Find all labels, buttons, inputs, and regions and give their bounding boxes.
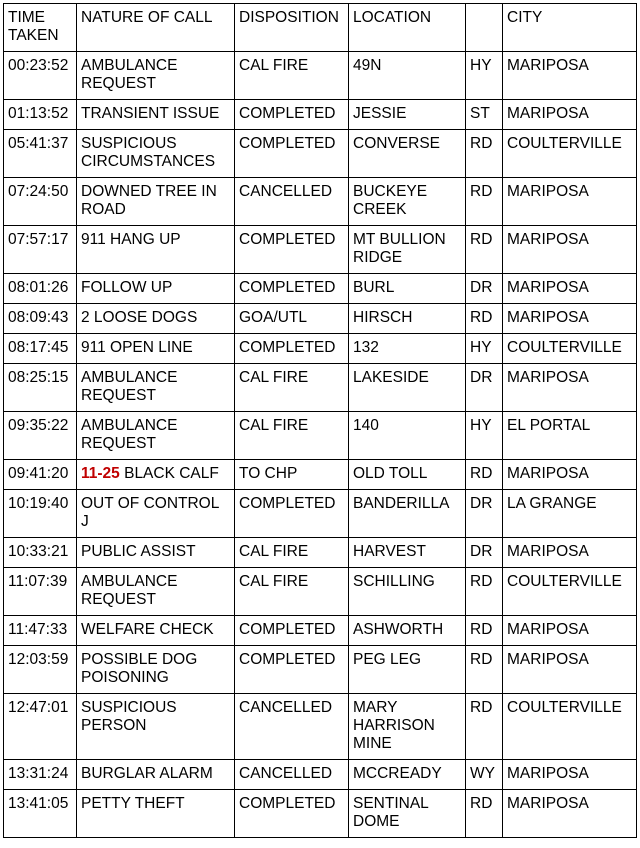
- table-row: [4, 412, 637, 460]
- cell-disposition: TO CHP: [235, 460, 349, 490]
- call-log-body: [4, 4, 637, 838]
- table-row: [4, 460, 637, 490]
- cell-disposition: COMPLETED: [235, 490, 349, 538]
- cell-nature: [77, 646, 235, 694]
- cell-city: COULTERVILLE: [503, 334, 637, 364]
- nature-text: AMBULANCE REQUEST: [81, 369, 182, 404]
- cell-city: MARIPOSA: [503, 364, 637, 412]
- table-row: [4, 760, 637, 790]
- table-row: [4, 694, 637, 760]
- cell-disposition: CAL FIRE: [235, 538, 349, 568]
- table-row: [4, 304, 637, 334]
- cell-disposition: COMPLETED: [235, 130, 349, 178]
- cell-location: HARVEST: [349, 538, 466, 568]
- cell-disposition: COMPLETED: [235, 646, 349, 694]
- header-disposition: DISPOSITION: [235, 4, 349, 52]
- cell-location: SENTINAL DOME: [349, 790, 466, 838]
- cell-location: MARY HARRISON MINE: [349, 694, 466, 760]
- cell-disposition: CAL FIRE: [235, 412, 349, 460]
- cell-suffix: WY: [466, 760, 503, 790]
- header-nature: NATURE OF CALL: [77, 4, 235, 52]
- cell-suffix: HY: [466, 334, 503, 364]
- cell-disposition: GOA/UTL: [235, 304, 349, 334]
- cell-time: 13:41:05: [4, 790, 77, 838]
- cell-suffix: RD: [466, 616, 503, 646]
- table-row: [4, 790, 637, 838]
- cell-time: 12:03:59: [4, 646, 77, 694]
- cell-suffix: RD: [466, 460, 503, 490]
- cell-disposition: CAL FIRE: [235, 364, 349, 412]
- cell-city: COULTERVILLE: [503, 694, 637, 760]
- cell-suffix: ST: [466, 100, 503, 130]
- cell-location: MCCREADY: [349, 760, 466, 790]
- cell-suffix: DR: [466, 364, 503, 412]
- nature-text: AMBULANCE REQUEST: [81, 417, 182, 452]
- cell-location: PEG LEG: [349, 646, 466, 694]
- cell-suffix: DR: [466, 538, 503, 568]
- cell-location: JESSIE: [349, 100, 466, 130]
- cell-city: MARIPOSA: [503, 226, 637, 274]
- cell-nature: [77, 790, 235, 838]
- nature-text: WELFARE CHECK: [81, 621, 214, 638]
- cell-disposition: CANCELLED: [235, 760, 349, 790]
- cell-time: 08:25:15: [4, 364, 77, 412]
- cell-time: 08:17:45: [4, 334, 77, 364]
- cell-time: 07:24:50: [4, 178, 77, 226]
- cell-disposition: COMPLETED: [235, 100, 349, 130]
- table-row: [4, 274, 637, 304]
- cell-disposition: CAL FIRE: [235, 52, 349, 100]
- cell-city: MARIPOSA: [503, 52, 637, 100]
- cell-nature: [77, 274, 235, 304]
- cell-location: OLD TOLL: [349, 460, 466, 490]
- cell-nature: [77, 304, 235, 334]
- cell-suffix: DR: [466, 490, 503, 538]
- cell-disposition: COMPLETED: [235, 226, 349, 274]
- cell-time: 09:41:20: [4, 460, 77, 490]
- nature-text: PETTY THEFT: [81, 795, 185, 812]
- cell-city: MARIPOSA: [503, 616, 637, 646]
- table-row: [4, 52, 637, 100]
- cell-nature: [77, 616, 235, 646]
- table-row: [4, 616, 637, 646]
- cell-nature: [77, 412, 235, 460]
- header-row: [4, 4, 637, 52]
- header-location: LOCATION: [349, 4, 466, 52]
- cell-location: MT BULLION RIDGE: [349, 226, 466, 274]
- table-row: [4, 100, 637, 130]
- cell-location: CONVERSE: [349, 130, 466, 178]
- cell-city: MARIPOSA: [503, 646, 637, 694]
- nature-text: POSSIBLE DOG POISONING: [81, 651, 202, 686]
- cell-disposition: COMPLETED: [235, 334, 349, 364]
- header-time: TIME TAKEN: [4, 4, 77, 52]
- cell-nature: [77, 490, 235, 538]
- cell-suffix: RD: [466, 226, 503, 274]
- cell-suffix: RD: [466, 130, 503, 178]
- call-code: 11-25: [81, 465, 120, 482]
- cell-suffix: DR: [466, 274, 503, 304]
- nature-text: DOWNED TREE IN ROAD: [81, 183, 222, 218]
- cell-location: ASHWORTH: [349, 616, 466, 646]
- cell-suffix: RD: [466, 790, 503, 838]
- cell-disposition: COMPLETED: [235, 616, 349, 646]
- cell-time: 12:47:01: [4, 694, 77, 760]
- cell-city: MARIPOSA: [503, 460, 637, 490]
- cell-city: LA GRANGE: [503, 490, 637, 538]
- cell-disposition: CANCELLED: [235, 694, 349, 760]
- cell-nature: [77, 52, 235, 100]
- cell-nature: [77, 538, 235, 568]
- cell-nature: [77, 226, 235, 274]
- cell-nature: [77, 100, 235, 130]
- cell-nature: [77, 130, 235, 178]
- cell-nature: [77, 568, 235, 616]
- cell-location: 132: [349, 334, 466, 364]
- cell-location: 140: [349, 412, 466, 460]
- cell-location: BANDERILLA: [349, 490, 466, 538]
- nature-text: AMBULANCE REQUEST: [81, 573, 182, 608]
- table-row: [4, 334, 637, 364]
- cell-time: 00:23:52: [4, 52, 77, 100]
- cell-city: MARIPOSA: [503, 538, 637, 568]
- cell-time: 11:47:33: [4, 616, 77, 646]
- nature-text: 2 LOOSE DOGS: [81, 309, 198, 326]
- table-row: [4, 568, 637, 616]
- header-suffix: [466, 4, 503, 52]
- cell-time: 10:19:40: [4, 490, 77, 538]
- cell-suffix: HY: [466, 412, 503, 460]
- nature-text: SUSPICIOUS CIRCUMSTANCES: [81, 135, 216, 170]
- nature-text: FOLLOW UP: [81, 279, 173, 296]
- cell-nature: [77, 460, 235, 490]
- cell-time: 11:07:39: [4, 568, 77, 616]
- nature-text: PUBLIC ASSIST: [81, 543, 196, 560]
- cell-city: EL PORTAL: [503, 412, 637, 460]
- cell-location: HIRSCH: [349, 304, 466, 334]
- cell-city: COULTERVILLE: [503, 130, 637, 178]
- table-row: [4, 646, 637, 694]
- cell-disposition: COMPLETED: [235, 790, 349, 838]
- cell-time: 08:01:26: [4, 274, 77, 304]
- cell-location: SCHILLING: [349, 568, 466, 616]
- cell-location: LAKESIDE: [349, 364, 466, 412]
- cell-city: MARIPOSA: [503, 178, 637, 226]
- cell-time: 09:35:22: [4, 412, 77, 460]
- cell-location: 49N: [349, 52, 466, 100]
- cell-disposition: CANCELLED: [235, 178, 349, 226]
- cell-city: MARIPOSA: [503, 790, 637, 838]
- nature-text: 911 OPEN LINE: [81, 339, 193, 356]
- cell-nature: [77, 760, 235, 790]
- nature-text: 911 HANG UP: [81, 231, 181, 248]
- table-row: [4, 490, 637, 538]
- cell-city: MARIPOSA: [503, 100, 637, 130]
- nature-text: AMBULANCE REQUEST: [81, 57, 182, 92]
- call-log-table: [3, 3, 637, 838]
- cell-time: 08:09:43: [4, 304, 77, 334]
- nature-text: BLACK CALF: [119, 465, 219, 482]
- cell-suffix: RD: [466, 694, 503, 760]
- cell-suffix: RD: [466, 568, 503, 616]
- table-row: [4, 364, 637, 412]
- cell-disposition: COMPLETED: [235, 274, 349, 304]
- cell-nature: [77, 694, 235, 760]
- table-row: [4, 226, 637, 274]
- cell-nature: [77, 334, 235, 364]
- cell-location: BURL: [349, 274, 466, 304]
- table-row: [4, 130, 637, 178]
- cell-time: 01:13:52: [4, 100, 77, 130]
- table-row: [4, 178, 637, 226]
- cell-location: BUCKEYE CREEK: [349, 178, 466, 226]
- cell-disposition: CAL FIRE: [235, 568, 349, 616]
- cell-city: COULTERVILLE: [503, 568, 637, 616]
- cell-nature: [77, 364, 235, 412]
- cell-city: MARIPOSA: [503, 304, 637, 334]
- nature-text: OUT OF CONTROL J: [81, 495, 224, 530]
- cell-suffix: RD: [466, 646, 503, 694]
- table-row: [4, 538, 637, 568]
- cell-suffix: RD: [466, 304, 503, 334]
- nature-text: SUSPICIOUS PERSON: [81, 699, 181, 734]
- cell-time: 13:31:24: [4, 760, 77, 790]
- header-city: CITY: [503, 4, 637, 52]
- cell-nature: [77, 178, 235, 226]
- cell-time: 05:41:37: [4, 130, 77, 178]
- cell-city: MARIPOSA: [503, 274, 637, 304]
- cell-suffix: RD: [466, 178, 503, 226]
- cell-city: MARIPOSA: [503, 760, 637, 790]
- cell-suffix: HY: [466, 52, 503, 100]
- cell-time: 07:57:17: [4, 226, 77, 274]
- cell-time: 10:33:21: [4, 538, 77, 568]
- nature-text: TRANSIENT ISSUE: [81, 105, 220, 122]
- nature-text: BURGLAR ALARM: [81, 765, 213, 782]
